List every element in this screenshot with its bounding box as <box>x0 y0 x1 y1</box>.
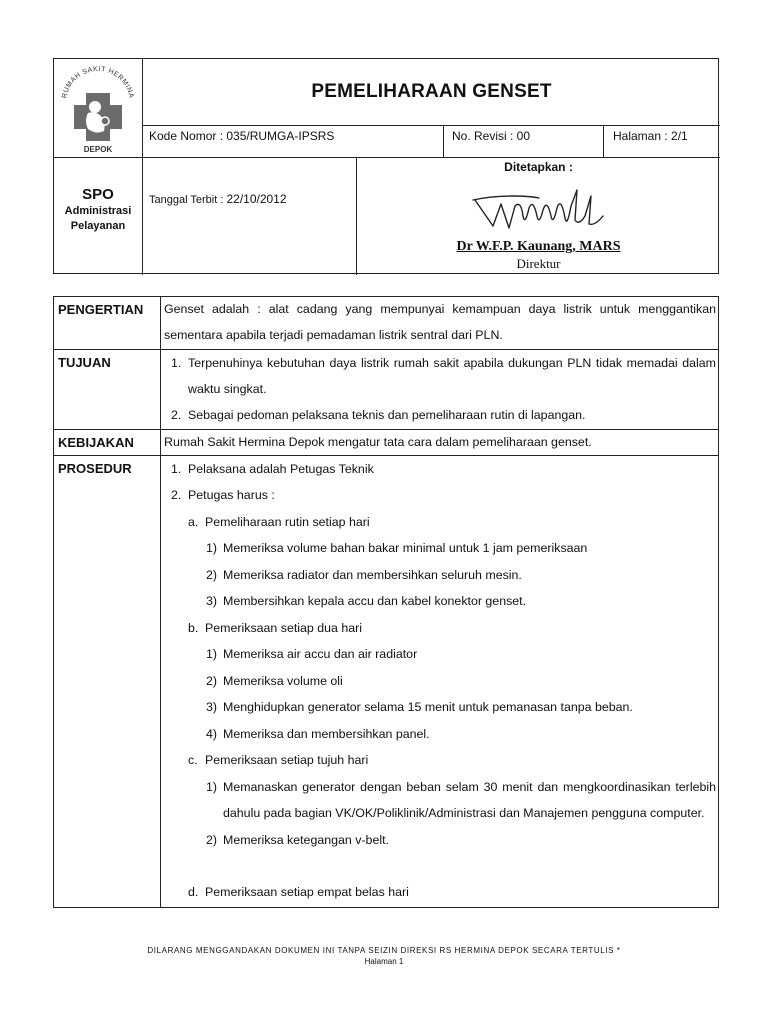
prosedur-b3-num: 3) <box>206 700 218 714</box>
row-kebijakan <box>54 430 718 456</box>
prosedur-a2: Memeriksa radiator dan membersihkan seluruh mesin. <box>223 568 522 582</box>
prosedur-c: Pemeriksaan setiap tujuh hari <box>205 753 369 767</box>
no-revisi: No. Revisi : 00 <box>452 129 531 143</box>
row-pengertian <box>54 297 718 350</box>
prosedur-d: Pemeriksaan setiap empat belas hari <box>205 885 409 899</box>
label-prosedur: PROSEDUR <box>54 456 161 907</box>
prosedur-b1-num: 1) <box>206 647 218 661</box>
ditetapkan-label: Ditetapkan : <box>504 160 573 174</box>
prosedur-c-num: c. <box>188 753 198 767</box>
label-pengertian: PENGERTIAN <box>54 297 161 349</box>
pengertian-line-1: Genset adalah : alat cadang yang mempunyai kemampuan daya listrik untuk menggantikan <box>164 302 716 316</box>
prosedur-c2: Memeriksa ketegangan v-belt. <box>223 833 389 847</box>
kode-nomor: Kode Nomor : 035/RUMGA-IPSRS <box>149 129 335 143</box>
logo-arc-text: RUMAH SAKIT HERMINA <box>61 65 135 100</box>
director-name: Dr W.F.P. Kaunang, MARS <box>456 239 621 254</box>
document-header-table <box>53 58 719 274</box>
label-tujuan: TUJUAN <box>54 350 161 429</box>
row-tujuan <box>54 350 718 430</box>
spo-cell <box>54 158 143 275</box>
prosedur-item-1: Pelaksana adalah Petugas Teknik <box>188 462 374 476</box>
prosedur-c1-num: 1) <box>206 780 218 794</box>
tanggal-value: 22/10/2012 <box>226 192 287 206</box>
tujuan-item-1-line-1: Terpenuhinya kebutuhan daya listrik rumah sakit apabila dukungan PLN tidak memadai dalam <box>188 356 716 370</box>
prosedur-a1: Memeriksa volume bahan bakar minimal untuk 1 jam pemeriksaan <box>223 541 588 555</box>
prosedur-a2-num: 2) <box>206 568 218 582</box>
spo-sub-1: Administrasi <box>64 205 132 217</box>
prosedur-num-2: 2. <box>171 488 182 502</box>
prosedur-b2: Memeriksa volume oli <box>223 674 343 688</box>
prosedur-d-num: d. <box>188 885 199 899</box>
prosedur-a3: Membersihkan kepala accu dan kabel konektor genset. <box>223 594 527 608</box>
spo-sub-2: Pelayanan <box>70 220 126 232</box>
prosedur-a: Pemeliharaan rutin setiap hari <box>205 515 370 529</box>
prosedur-b1: Memeriksa air accu dan air radiator <box>223 647 418 661</box>
prosedur-c2-num: 2) <box>206 833 218 847</box>
procedure-table <box>53 296 719 908</box>
prosedur-a3-num: 3) <box>206 594 218 608</box>
tujuan-item-1-line-2: waktu singkat. <box>188 382 267 396</box>
prosedur-b2-num: 2) <box>206 674 218 688</box>
tanggal-terbit-cell <box>143 158 357 275</box>
prosedur-a1-num: 1) <box>206 541 218 555</box>
tujuan-num-2: 2. <box>171 408 182 422</box>
halaman-cell <box>604 126 720 158</box>
revisi-cell <box>444 126 604 158</box>
prosedur-a-num: a. <box>188 515 199 529</box>
prosedur-b4: Memeriksa dan membersihkan panel. <box>223 727 430 741</box>
label-kebijakan: KEBIJAKAN <box>54 430 161 455</box>
spo-label: SPO <box>82 186 114 203</box>
title-cell <box>143 59 720 126</box>
prosedur-item-2: Petugas harus : <box>188 488 275 502</box>
halaman: Halaman : 2/1 <box>613 129 688 143</box>
kebijakan-text: Rumah Sakit Hermina Depok mengatur tata cara dalam pemeliharaan genset. <box>164 435 592 449</box>
prosedur-c1-line-2: dahulu pada bagian VK/OK/Poliklinik/Administrasi dan Manajemen pengguna computer. <box>223 806 705 820</box>
row-prosedur <box>54 456 718 907</box>
prosedur-c1-line-1: Memanaskan generator dengan beban selam 30 menit dan mengkoordinasikan terlebih <box>223 780 716 794</box>
hermina-logo-icon <box>58 63 138 155</box>
ditetapkan-cell <box>357 158 720 275</box>
footer-notice: DILARANG MENGGANDAKAN DOKUMEN INI TANPA SEIZIN DIREKSI RS HERMINA DEPOK SECARA TERTULIS * <box>147 946 621 955</box>
director-role: Direktur <box>516 256 561 271</box>
prosedur-b3: Menghidupkan generator selama 15 menit untuk pemanasan tanpa beban. <box>223 700 633 714</box>
prosedur-num-1: 1. <box>171 462 182 476</box>
document-title: PEMELIHARAAN GENSET <box>311 81 552 102</box>
tujuan-item-2: Sebagai pedoman pelaksana teknis dan pemeliharaan rutin di lapangan. <box>188 408 586 422</box>
logo-cell <box>54 59 143 158</box>
tanggal-label: Tanggal Terbit : <box>149 194 227 206</box>
director-signature <box>469 186 605 234</box>
footer-page: Halaman 1 <box>364 957 404 966</box>
logo-depok-text: DEPOK <box>83 145 113 154</box>
kode-nomor-cell <box>143 126 444 158</box>
prosedur-b-num: b. <box>188 621 199 635</box>
pengertian-line-2: sementara apabila terjadi pemadaman listrik sentral dari PLN. <box>164 328 503 342</box>
prosedur-b: Pemeriksaan setiap dua hari <box>205 621 363 635</box>
prosedur-b4-num: 4) <box>206 727 218 741</box>
tujuan-num-1: 1. <box>171 356 182 370</box>
